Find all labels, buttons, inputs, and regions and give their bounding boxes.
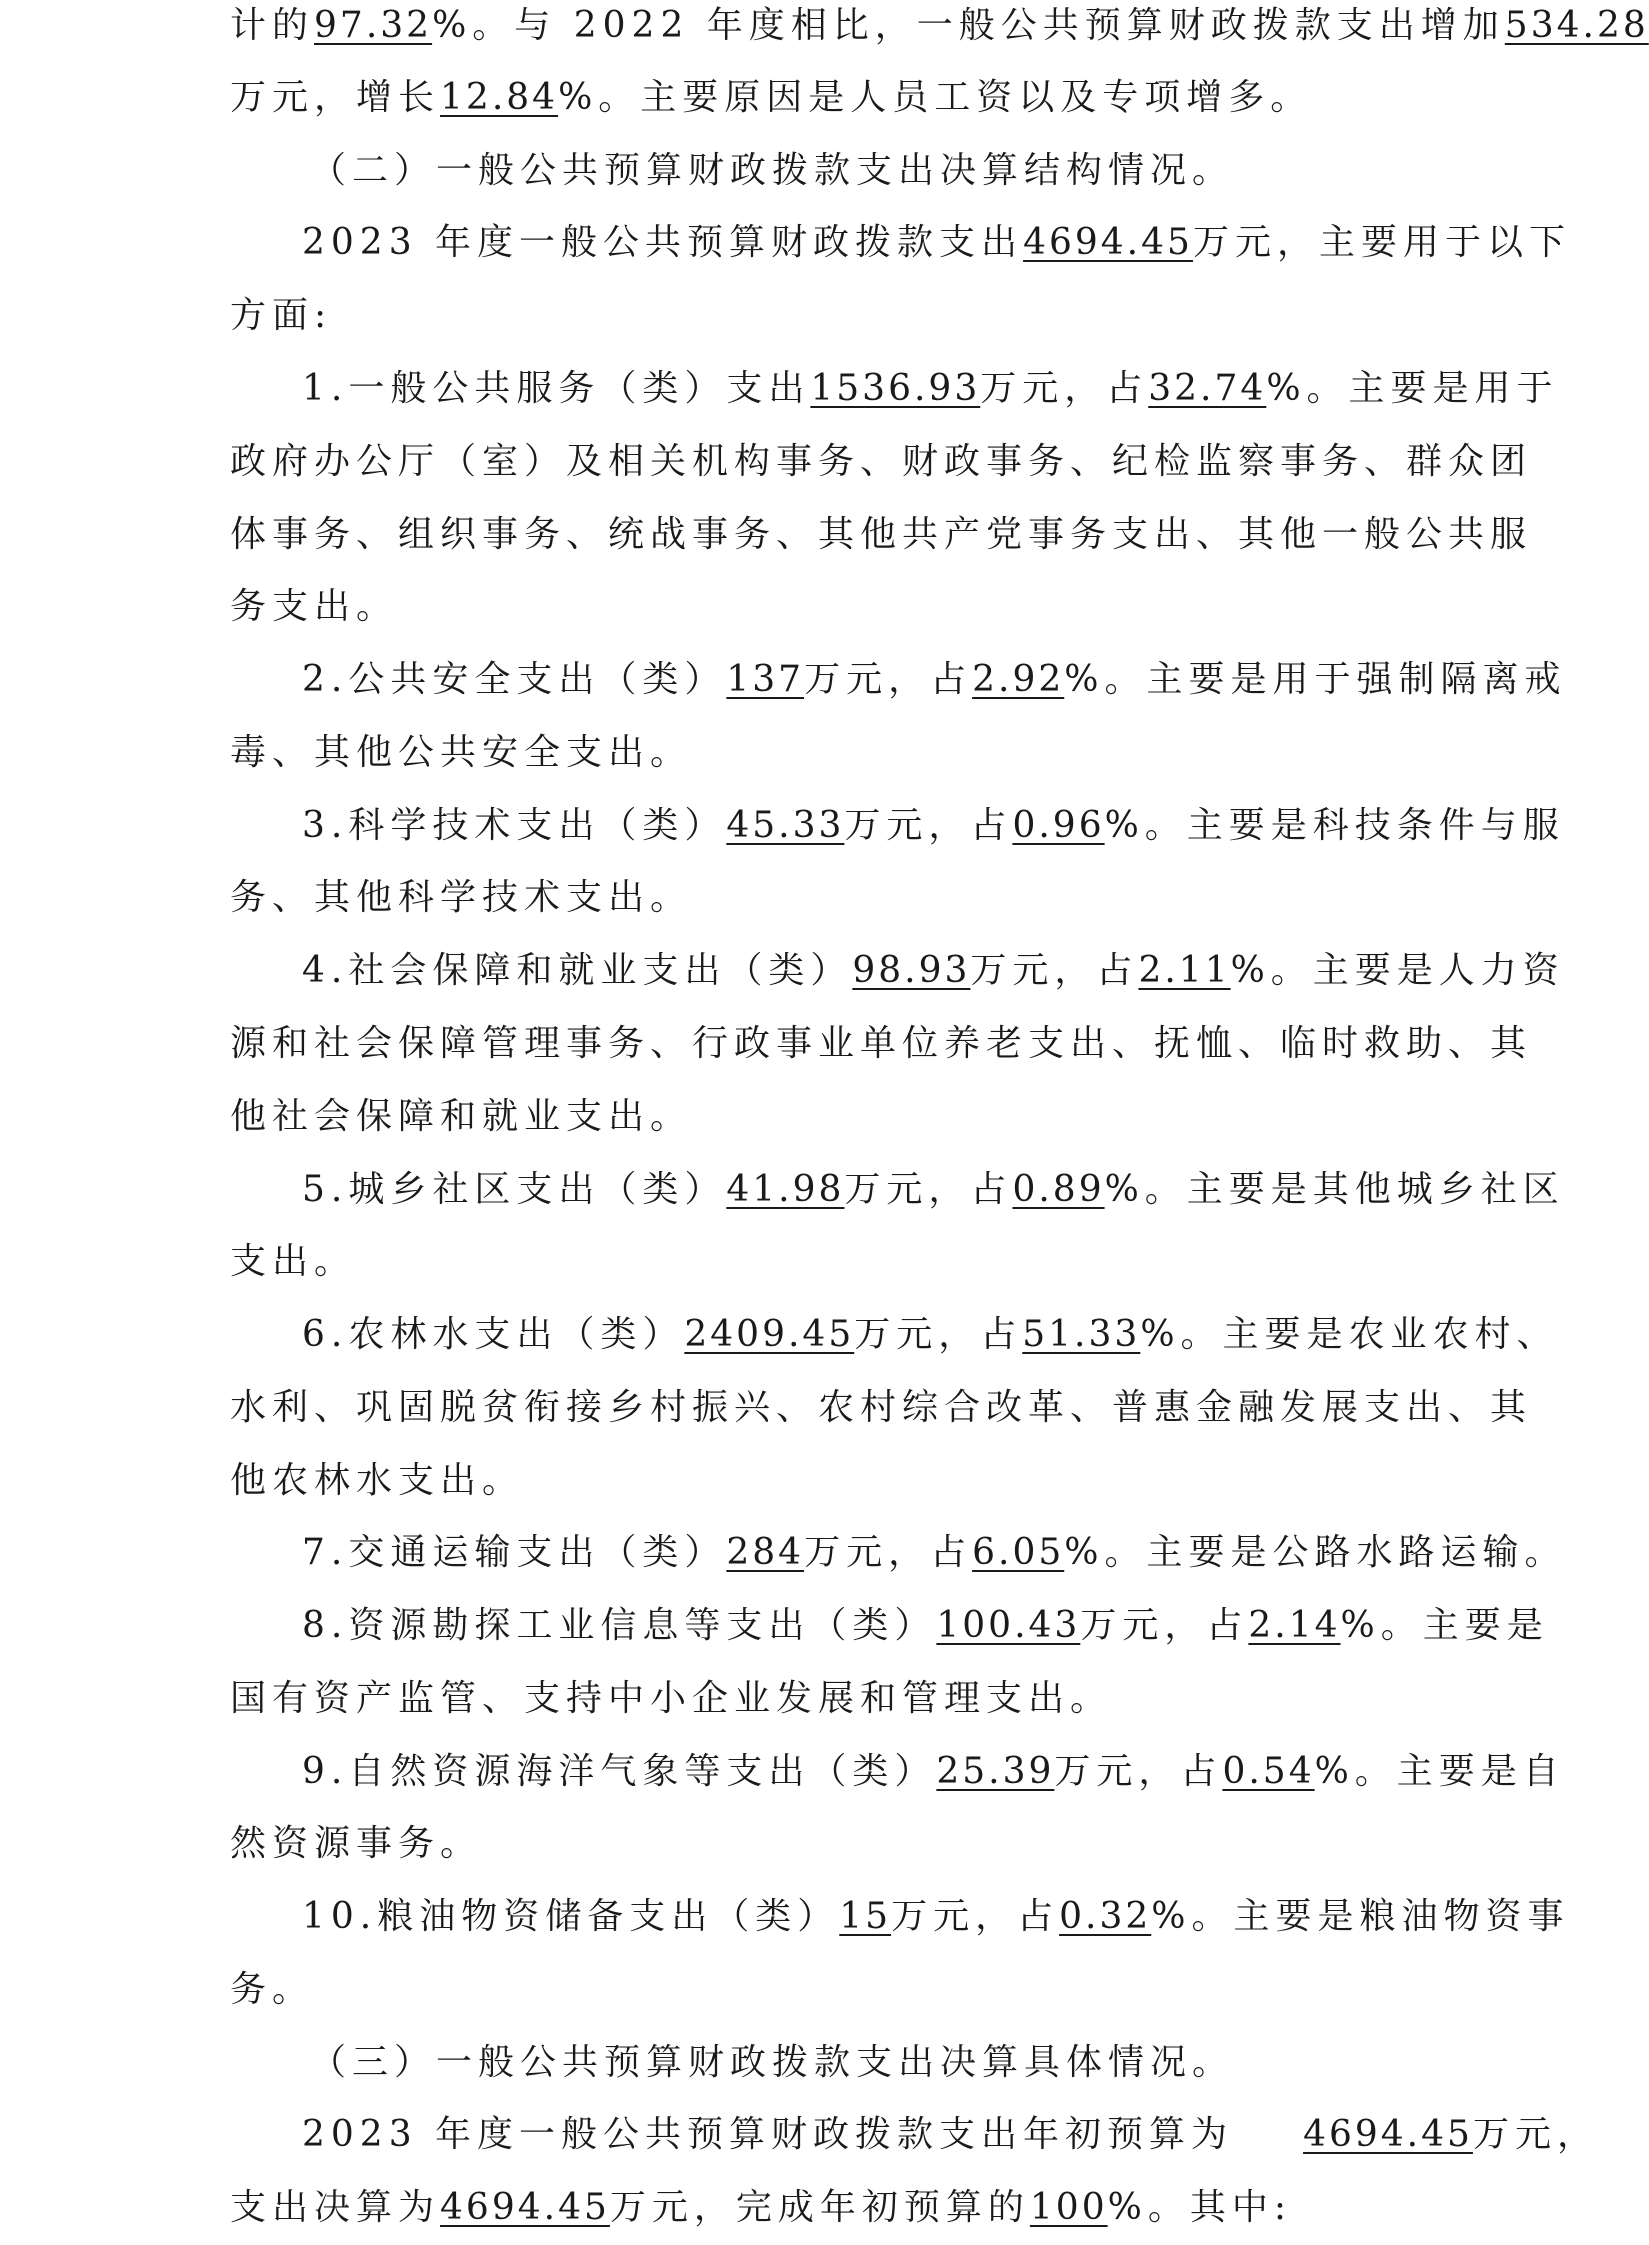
text-run: 支出决算为 — [230, 2187, 441, 2228]
text-line — [230, 1451, 524, 1511]
text-run: 万元，完成年初预算的 — [609, 2187, 1030, 2228]
text-line — [230, 1960, 314, 2020]
text-run: 务支出。 — [230, 586, 399, 627]
underlined-value: 100 — [1029, 2187, 1108, 2228]
underlined-value: 100.43 — [936, 1605, 1081, 1646]
text-line — [230, 868, 692, 928]
section-heading — [310, 2033, 1234, 2093]
text-line — [230, 723, 692, 783]
underlined-value: 4694.45 — [440, 2187, 610, 2228]
text-run: 万元，增长 — [230, 77, 441, 118]
underlined-value: 2409.45 — [684, 1314, 855, 1355]
text-line — [230, 505, 1532, 565]
text-line — [230, 1378, 1532, 1438]
text-run: %。主要是其他城乡社区 — [1104, 1169, 1565, 1210]
text-line — [230, 0, 1649, 56]
text-run: （三）一般公共预算财政拨款支出决算具体情况。 — [310, 2042, 1235, 2083]
list-item-8 — [302, 1596, 1549, 1656]
list-item-7 — [302, 1523, 1566, 1583]
underlined-value: 32.74 — [1148, 368, 1267, 409]
underlined-value: 2.11 — [1138, 950, 1231, 991]
text-line — [302, 2105, 1599, 2165]
text-run: 体事务、组织事务、统战事务、其他共产党事务支出、其他一般公共服 — [230, 514, 1533, 555]
underlined-value — [1233, 2114, 1473, 2155]
list-item-1 — [302, 359, 1559, 419]
list-item-4 — [302, 941, 1565, 1001]
text-run: 计的 — [230, 5, 315, 46]
text-run: %。主要原因是人员工资以及专项增多。 — [558, 77, 1313, 118]
text-run: 务。 — [230, 1969, 315, 2010]
text-run: 国有资产监管、支持中小企业发展和管理支出。 — [230, 1678, 1113, 1719]
text-run: 4.社会保障和就业支出（类） — [302, 950, 853, 991]
text-run: %。主要是粮油物资事 — [1151, 1896, 1570, 1937]
text-run: 7.交通运输支出（类） — [302, 1532, 727, 1573]
text-run: 2023 年度一般公共预算财政拨款支出年初预算为 — [302, 2114, 1234, 2155]
text-run: %。主要是公路水路运输。 — [1064, 1532, 1567, 1573]
text-run: 方面: — [230, 295, 333, 336]
text-run: 万元，占 — [980, 368, 1149, 409]
text-line — [230, 1014, 1532, 1074]
value-text: 4694.45 — [1303, 2114, 1473, 2155]
text-line — [230, 1232, 356, 1292]
underlined-value: 2.92 — [972, 659, 1065, 700]
underlined-value: 0.54 — [1222, 1751, 1315, 1792]
text-line — [230, 432, 1532, 492]
text-run: 然资源事务。 — [230, 1823, 483, 1864]
underlined-value: 284 — [726, 1532, 805, 1573]
text-run: 水利、巩固脱贫衔接乡村振兴、农村综合改革、普惠金融发展支出、其 — [230, 1387, 1533, 1428]
text-run: 2023 年度一般公共预算财政拨款支出 — [302, 222, 1024, 263]
underlined-value: 25.39 — [936, 1751, 1055, 1792]
text-run: 6.农林水支出（类） — [302, 1314, 685, 1355]
underlined-value: 2.14 — [1248, 1605, 1341, 1646]
text-run: 毒、其他公共安全支出。 — [230, 732, 693, 773]
text-run: （二）一般公共预算财政拨款支出决算结构情况。 — [310, 150, 1235, 191]
text-run: %。主要是科技条件与服 — [1104, 805, 1565, 846]
underlined-value: 4694.45 — [1023, 222, 1193, 263]
text-run: 万元，占 — [844, 1169, 1013, 1210]
text-line — [230, 2178, 1292, 2238]
underlined-value: 0.96 — [1012, 805, 1105, 846]
text-run: %。主要是 — [1340, 1605, 1549, 1646]
text-run: 1.一般公共服务（类）支出 — [302, 368, 811, 409]
text-run: 万元，占 — [844, 805, 1013, 846]
text-run: 务、其他科学技术支出。 — [230, 877, 693, 918]
text-run: 万元，占 — [1054, 1751, 1223, 1792]
text-run: %。其中: — [1107, 2187, 1292, 2228]
list-item-2 — [302, 650, 1566, 710]
text-line — [230, 577, 398, 637]
underlined-value: 12.84 — [440, 77, 559, 118]
text-line — [230, 68, 1312, 128]
list-item-10 — [302, 1887, 1569, 1947]
section-heading — [310, 141, 1234, 201]
text-run: 万元， — [1472, 2114, 1599, 2155]
text-run: 8.资源勘探工业信息等支出（类） — [302, 1605, 937, 1646]
text-run: %。主要是农业农村、 — [1140, 1314, 1559, 1355]
text-run: %。主要是用于 — [1266, 368, 1559, 409]
underlined-value: 97.32 — [314, 5, 433, 46]
underlined-value: 0.32 — [1059, 1896, 1152, 1937]
text-run: 源和社会保障管理事务、行政事业单位养老支出、抚恤、临时救助、其 — [230, 1023, 1533, 1064]
text-line — [302, 213, 1571, 273]
text-line — [230, 286, 332, 346]
text-run: 政府办公厅（室）及相关机构事务、财政事务、纪检监察事务、群众团 — [230, 441, 1533, 482]
text-run: %。与 2022 年度相比，一般公共预算财政拨款支出增加 — [432, 5, 1505, 46]
text-run: %。主要是自 — [1314, 1751, 1565, 1792]
text-run: 10.粮油物资储备支出（类） — [302, 1896, 840, 1937]
list-item-9 — [302, 1742, 1565, 1802]
text-run: 5.城乡社区支出（类） — [302, 1169, 727, 1210]
list-item-3 — [302, 796, 1565, 856]
underlined-value: 41.98 — [726, 1169, 845, 1210]
list-item-6 — [302, 1305, 1559, 1365]
text-run: %。主要是人力资 — [1230, 950, 1565, 991]
text-run: 万元，占 — [891, 1896, 1060, 1937]
text-line — [230, 1814, 482, 1874]
text-run: 万元，占 — [804, 659, 973, 700]
text-run: 万元，占 — [970, 950, 1139, 991]
underlined-value: 15 — [839, 1896, 892, 1937]
text-run: 3.科学技术支出（类） — [302, 805, 727, 846]
underlined-value: 137 — [726, 659, 805, 700]
text-run: 万元，占 — [1080, 1605, 1249, 1646]
text-line — [230, 1087, 692, 1147]
text-run: 他社会保障和就业支出。 — [230, 1096, 693, 1137]
underlined-value: 98.93 — [852, 950, 971, 991]
underlined-value: 534.28 — [1504, 5, 1649, 46]
text-run: 支出。 — [230, 1241, 357, 1282]
text-line — [230, 1669, 1112, 1729]
text-run: 万元，主要用于以下 — [1192, 222, 1571, 263]
text-run: %。主要是用于强制隔离戒 — [1064, 659, 1567, 700]
text-run: 9.自然资源海洋气象等支出（类） — [302, 1751, 937, 1792]
underlined-value: 51.33 — [1022, 1314, 1141, 1355]
underlined-value: 1536.93 — [810, 368, 981, 409]
text-run: 万元，占 — [854, 1314, 1023, 1355]
text-run: 他农林水支出。 — [230, 1460, 525, 1501]
text-run: 万元，占 — [804, 1532, 973, 1573]
text-run: 2.公共安全支出（类） — [302, 659, 727, 700]
underlined-value: 45.33 — [726, 805, 845, 846]
underlined-value: 6.05 — [972, 1532, 1065, 1573]
list-item-5 — [302, 1160, 1565, 1220]
underlined-value: 0.89 — [1012, 1169, 1105, 1210]
